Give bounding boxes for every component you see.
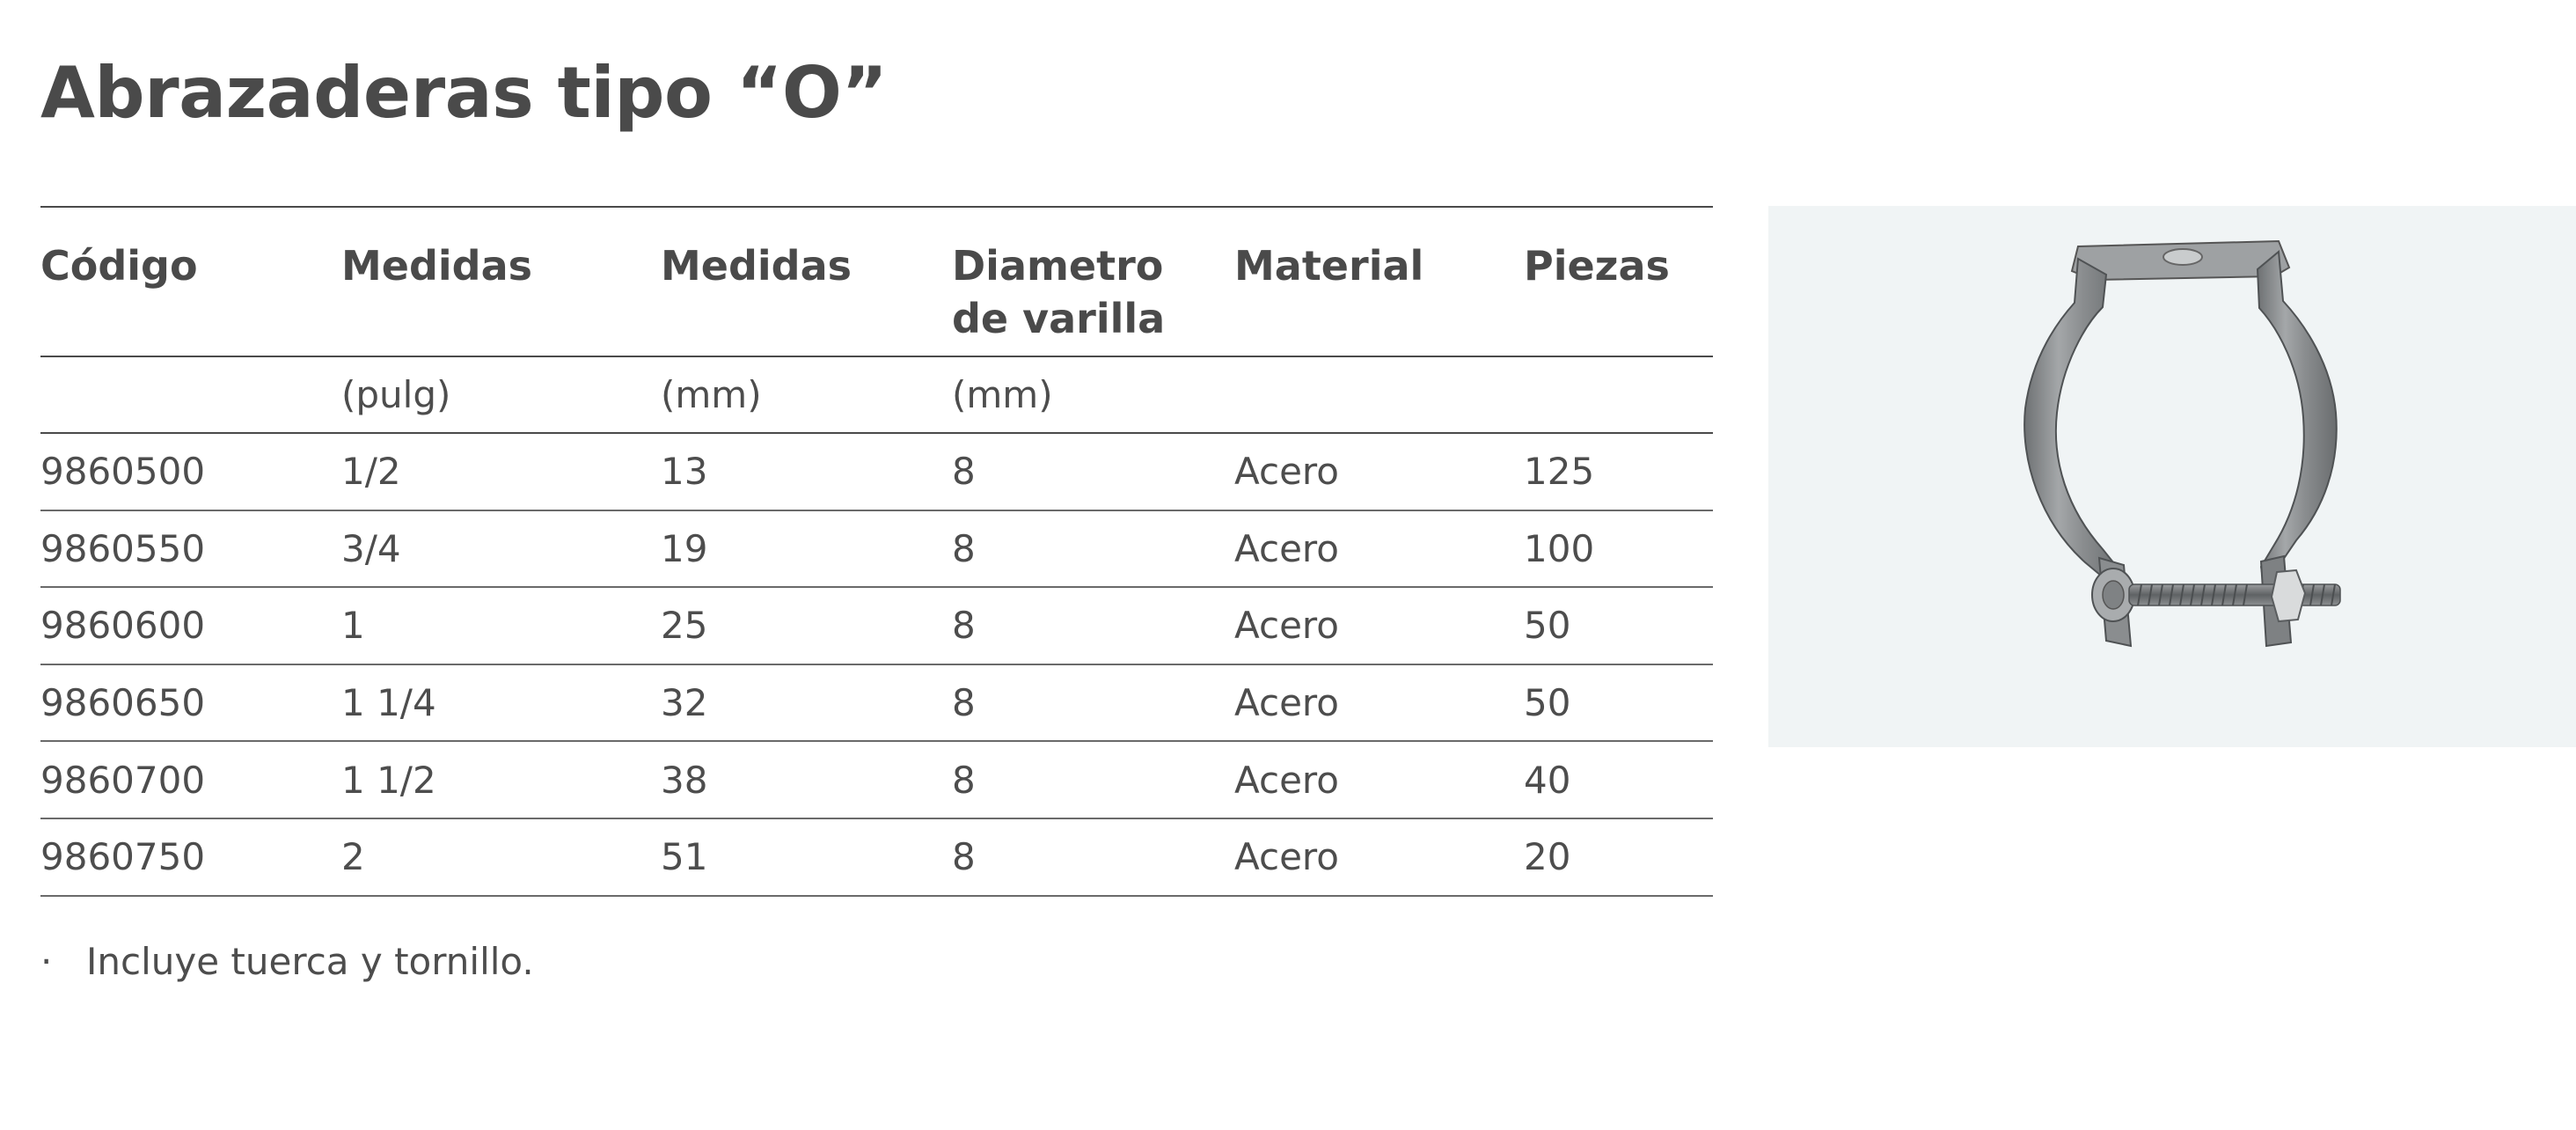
product-image-panel bbox=[1768, 206, 2576, 747]
header-line: Material bbox=[1234, 242, 1424, 290]
cell-diametro: 8 bbox=[952, 741, 1234, 818]
unit-cell: (pulg) bbox=[341, 356, 661, 433]
cell-material: Acero bbox=[1234, 741, 1524, 818]
cell-medidas-mm: 38 bbox=[661, 741, 952, 818]
table-row bbox=[40, 818, 1713, 896]
table-row bbox=[40, 510, 1713, 588]
cell-codigo: 9860700 bbox=[40, 741, 341, 818]
bullet-icon: · bbox=[40, 940, 53, 983]
cell-medidas-pulg: 2 bbox=[341, 818, 661, 896]
table-header-row bbox=[40, 207, 1713, 356]
cell-piezas: 50 bbox=[1524, 587, 1713, 664]
note-item bbox=[40, 940, 534, 983]
cell-material: Acero bbox=[1234, 587, 1524, 664]
cell-codigo: 9860550 bbox=[40, 510, 341, 588]
cell-piezas: 100 bbox=[1524, 510, 1713, 588]
cell-medidas-mm: 25 bbox=[661, 587, 952, 664]
cell-diametro: 8 bbox=[952, 818, 1234, 896]
cell-material: Acero bbox=[1234, 664, 1524, 742]
cell-codigo: 9860600 bbox=[40, 587, 341, 664]
page-title: Abrazaderas tipo “O” bbox=[40, 52, 888, 134]
cell-piezas: 40 bbox=[1524, 741, 1713, 818]
unit-cell: (mm) bbox=[661, 356, 952, 433]
header-line: Piezas bbox=[1524, 242, 1670, 290]
cell-diametro: 8 bbox=[952, 510, 1234, 588]
cell-medidas-pulg: 1/2 bbox=[341, 433, 661, 510]
cell-medidas-mm: 51 bbox=[661, 818, 952, 896]
cell-piezas: 50 bbox=[1524, 664, 1713, 742]
note-text: Incluye tuerca y tornillo. bbox=[86, 940, 534, 983]
o-type-pipe-clamp-icon bbox=[1768, 206, 2576, 747]
unit-cell: (mm) bbox=[952, 356, 1234, 433]
cell-medidas-pulg: 1 1/2 bbox=[341, 741, 661, 818]
cell-medidas-pulg: 1 bbox=[341, 587, 661, 664]
cell-piezas: 20 bbox=[1524, 818, 1713, 896]
table-row bbox=[40, 741, 1713, 818]
cell-codigo: 9860650 bbox=[40, 664, 341, 742]
column-header-material bbox=[1234, 207, 1524, 356]
column-header-medidas-pulg bbox=[341, 207, 661, 356]
header-line: Medidas bbox=[661, 242, 853, 290]
cell-diametro: 8 bbox=[952, 587, 1234, 664]
header-line: de varilla bbox=[952, 295, 1166, 342]
table-row bbox=[40, 587, 1713, 664]
cell-medidas-mm: 19 bbox=[661, 510, 952, 588]
header-line: Medidas bbox=[341, 242, 533, 290]
cell-diametro: 8 bbox=[952, 433, 1234, 510]
spec-table bbox=[40, 206, 1713, 897]
cell-medidas-pulg: 1 1/4 bbox=[341, 664, 661, 742]
cell-codigo: 9860750 bbox=[40, 818, 341, 896]
table-row bbox=[40, 433, 1713, 510]
column-header-medidas-mm bbox=[661, 207, 952, 356]
cell-medidas-mm: 13 bbox=[661, 433, 952, 510]
unit-cell bbox=[1234, 356, 1524, 433]
column-header-codigo bbox=[40, 207, 341, 356]
unit-cell bbox=[1524, 356, 1713, 433]
cell-codigo: 9860500 bbox=[40, 433, 341, 510]
header-line: Código bbox=[40, 242, 198, 290]
table-row bbox=[40, 664, 1713, 742]
cell-medidas-mm: 32 bbox=[661, 664, 952, 742]
cell-material: Acero bbox=[1234, 818, 1524, 896]
cell-material: Acero bbox=[1234, 433, 1524, 510]
cell-medidas-pulg: 3/4 bbox=[341, 510, 661, 588]
column-header-piezas bbox=[1524, 207, 1713, 356]
unit-cell bbox=[40, 356, 341, 433]
header-line: Diametro bbox=[952, 242, 1164, 290]
column-header-diametro bbox=[952, 207, 1234, 356]
cell-material: Acero bbox=[1234, 510, 1524, 588]
table-units-row bbox=[40, 356, 1713, 433]
cell-piezas: 125 bbox=[1524, 433, 1713, 510]
cell-diametro: 8 bbox=[952, 664, 1234, 742]
